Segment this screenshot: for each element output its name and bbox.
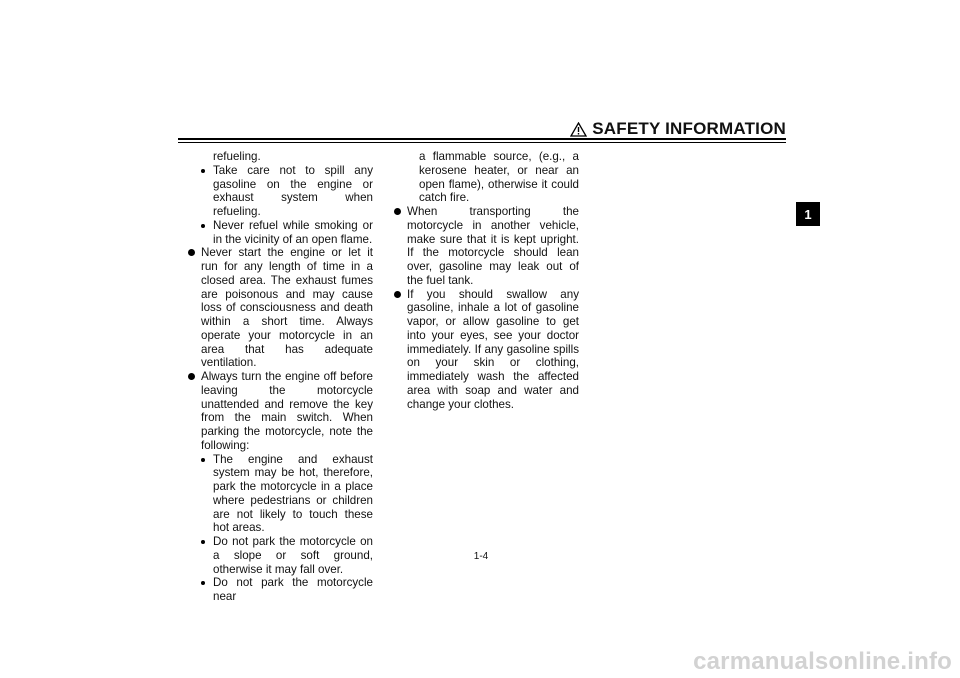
sub-bullet-icon: [201, 581, 205, 585]
bullet-icon: [394, 208, 401, 215]
sub-list-item: [188, 164, 373, 219]
left-column: [188, 150, 373, 604]
sub-list-item-text: Do not park the motorcycle near: [213, 576, 373, 603]
page-title: SAFETY INFORMATION: [592, 119, 786, 138]
list-item-text: If you should swallow any gasoline, inhale a lot of gasoline vapor, or allow gasoline to get into your eyes, see your doctor immediately. If any gasoline spills on your skin or clothing, immediately wash the affected area with soap and water and change your clothes.: [407, 287, 579, 411]
sub-bullet-icon: [201, 169, 205, 173]
continuation-text: a flammable source, (e.g., a kerosene heater, or near an open flame), otherwise it could catch fire.: [419, 150, 579, 205]
header-divider-thin: [178, 142, 786, 143]
bullet-icon: [188, 373, 195, 380]
right-column: [394, 150, 579, 411]
list-item: [394, 205, 579, 288]
sub-list-item-text: Never refuel while smoking or in the vicinity of an open flame.: [213, 218, 373, 246]
chapter-tab-label: 1: [804, 206, 812, 222]
sub-list-item: [188, 453, 373, 536]
warning-triangle-icon: [570, 122, 587, 137]
watermark: carmanualsonline.info: [693, 648, 952, 675]
sub-bullet-icon: [201, 458, 205, 462]
sub-list-item-text: The engine and exhaust system may be hot, therefore, park the motorcycle in a place where pedestrians or children are not likely to touch these hot areas.: [213, 452, 373, 535]
bullet-icon: [188, 249, 195, 256]
sub-bullet-icon: [201, 224, 205, 228]
sub-list-item: [188, 535, 373, 576]
sub-list-item: [188, 576, 373, 604]
continuation-text: refueling.: [213, 150, 261, 163]
chapter-tab: [796, 202, 820, 226]
list-item-text: Always turn the engine off before leaving the motorcycle unattended and remove the key from the main switch. When parking the motorcycle, note the following:: [201, 370, 373, 452]
list-item: [394, 288, 579, 412]
bullet-icon: [394, 291, 401, 298]
list-item: [188, 246, 373, 370]
page-number: 1-4: [473, 551, 489, 562]
sub-list-item-text: Do not park the motorcycle on a slope or soft ground, otherwise it may fall over.: [213, 535, 373, 576]
list-item: [188, 370, 373, 453]
header-divider: [178, 138, 786, 140]
sub-bullet-icon: [201, 540, 205, 544]
sub-list-item: [188, 219, 373, 247]
list-item-text: Never start the engine or let it run for any length of time in a closed area. The exhaust fumes are poisonous and may cause loss of consciousness and death within a short time. Always operate your motorcycle in an area that has adequate ventilation.: [201, 246, 373, 370]
section-header: [562, 119, 786, 139]
sub-list-item-text: Take care not to spill any gasoline on the engine or exhaust system when refueling.: [213, 163, 373, 218]
list-item-text: When transporting the motorcycle in another vehicle, make sure that it is kept upright. If the motorcycle should lean over, gasoline may leak out of the fuel tank.: [407, 205, 579, 287]
